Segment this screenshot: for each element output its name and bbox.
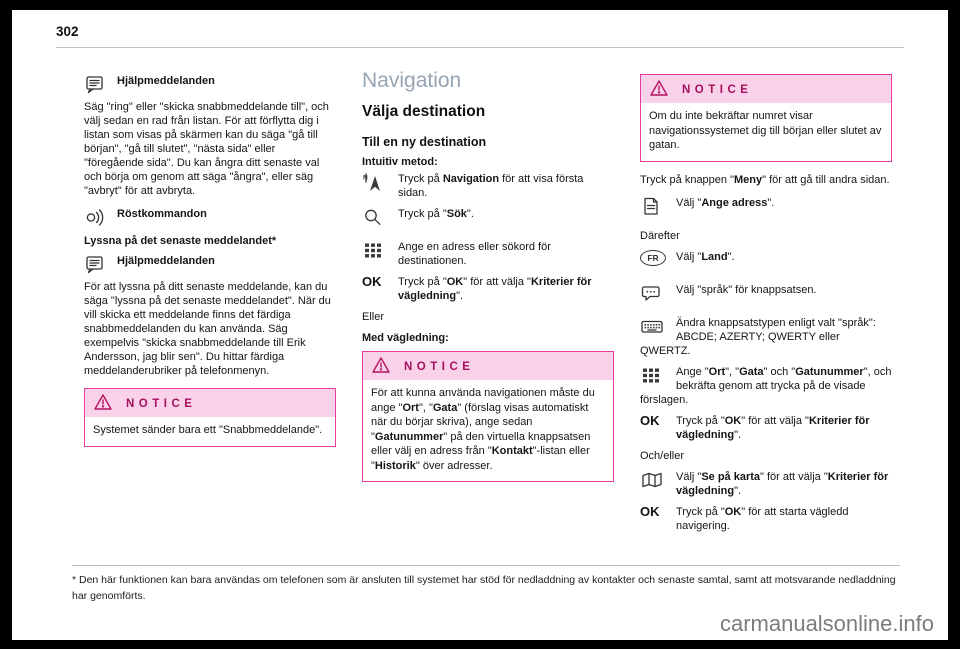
- keypad-icon: [362, 240, 398, 266]
- page: [12, 10, 948, 640]
- step-text: Välj "Land".: [676, 250, 735, 263]
- keypad-icon: [640, 365, 676, 391]
- notice-box-quick-message: [84, 388, 336, 447]
- listen-last-message-heading: Lyssna på det senaste meddelandet*: [84, 235, 277, 247]
- notice-header: [363, 352, 613, 380]
- ok-label: OK: [640, 504, 660, 519]
- notice-box-navigation-entry: [362, 351, 614, 482]
- help-messages-icon: [84, 254, 117, 277]
- chapter-title: Navigation: [362, 69, 462, 92]
- navigation-arrow-icon: [362, 172, 398, 198]
- notice-title: NOTICE: [126, 397, 197, 410]
- help-messages-heading-row-2: [84, 254, 336, 277]
- section-title: Välja destination: [362, 103, 486, 120]
- footnote-divider: [72, 565, 900, 566]
- instruction-step: [640, 283, 892, 309]
- footnote-text: * Den här funktionen kan bara användas om telefonen som är ansluten till systemet har stöd för nedladdning av kontakter och senaste samtal, samt att motsvarande nedladdning har genomförts.: [72, 574, 896, 602]
- notice-text: För att kunna använda navigationen måste du ange "Ort", "Gata" (förslag visas automatiskt när du börjar skriva), ange sedan "Gatunummer" på den virtuella knappsatsen eller välj en adress från "Kontakt"-listan eller "Historik" över adresser.: [371, 387, 595, 472]
- header-divider: [56, 47, 904, 48]
- search-icon: [362, 207, 398, 233]
- ok-label: OK: [362, 275, 382, 289]
- darefter-connector: Därefter: [640, 229, 680, 242]
- help-messages-heading-row: [84, 74, 336, 97]
- voice-commands-heading: Röstkommandon: [117, 208, 207, 220]
- instruction-step: [640, 505, 892, 533]
- eller-connector: Eller: [362, 311, 385, 323]
- step-text: Välj "språk" för knappsatsen.: [676, 283, 817, 296]
- content-columns: [84, 69, 892, 540]
- country-fr-icon: [640, 250, 676, 276]
- step-text: Välj "Ange adress".: [676, 196, 775, 209]
- speech-bubble-icon: [640, 283, 676, 309]
- instruction-step: [362, 275, 614, 303]
- watermark: carmanualsonline.info: [719, 611, 934, 636]
- step-text: Ange en adress eller sökord för destinationen.: [398, 241, 551, 267]
- column-1: [84, 74, 336, 540]
- help-messages-heading: Hjälpmeddelanden: [117, 255, 215, 267]
- voice-dial-paragraph: Säg "ring" eller "skicka snabbmeddelande till", och välj sedan en rad från listan. För att förflytta dig i listan som visas på skärmen kan du säga "gå till början", "gå till slutet", "nästa sida" eller "föregående sida". Du kan ångra ditt senaste val och börja om genom att säga "ångra", eller säg "avbryt" för att avbryta.: [84, 101, 329, 197]
- map-icon: [640, 470, 676, 496]
- help-messages-icon: [84, 74, 117, 97]
- instruction-step: [640, 470, 892, 498]
- instruction-step: [362, 172, 614, 200]
- notice-text: Systemet sänder bara ett "Snabbmeddelande".: [93, 424, 323, 436]
- warning-icon: [93, 392, 113, 415]
- guided-method-label: Med vägledning:: [362, 332, 449, 344]
- step-text: Tryck på "OK" för att välja "Kriterier för vägledning".: [398, 276, 592, 302]
- keyboard-icon: [640, 316, 676, 342]
- page-number: 302: [56, 24, 79, 39]
- step-text: Tryck på "Sök".: [398, 208, 474, 220]
- ok-label: OK: [640, 413, 660, 428]
- notice-header: [641, 75, 891, 103]
- instruction-step: [640, 414, 892, 442]
- warning-icon: [371, 355, 391, 378]
- step-text: Tryck på Navigation för att visa första sidan.: [398, 173, 584, 199]
- instruction-step: [640, 196, 892, 222]
- step-text: Ändra knappsatstypen enligt valt "språk": ABCDE; AZERTY; QWERTY eller QWERTZ.: [640, 316, 876, 357]
- menu-page-icon: [640, 196, 676, 222]
- step-text: Tryck på "OK" för att starta vägledd navigering.: [676, 505, 849, 532]
- help-messages-heading: Hjälpmeddelanden: [117, 75, 215, 87]
- instruction-step: [362, 207, 614, 233]
- column-2: [362, 69, 614, 540]
- notice-box-street-number: [640, 74, 892, 162]
- step-text: Välj "Se på karta" för att välja "Kriterier för vägledning".: [676, 470, 889, 497]
- subsection-title: Till en ny destination: [362, 135, 487, 149]
- step-text: Ange "Ort", "Gata" och "Gatunummer", och bekräfta genom att trycka på de visade förslagen.: [640, 365, 892, 406]
- svg-text:N: N: [363, 174, 368, 182]
- ocheller-connector: Och/eller: [640, 449, 685, 462]
- ok-button-label: [640, 414, 676, 440]
- column-3: [640, 74, 892, 540]
- notice-text: Om du inte bekräftar numret visar navigationssystemet dig till början eller slutet av gatan.: [649, 110, 882, 151]
- fr-label: FR: [640, 250, 666, 266]
- menu-button-paragraph: Tryck på knappen "Meny" för att gå till andra sidan.: [640, 173, 890, 186]
- instruction-step: [640, 365, 892, 407]
- step-text: Tryck på "OK" för att välja "Kriterier för vägledning".: [676, 414, 870, 441]
- ok-button-label: [640, 505, 676, 531]
- voice-commands-icon: [84, 207, 117, 230]
- intuitive-method-label: Intuitiv metod:: [362, 156, 438, 168]
- voice-commands-heading-row: [84, 207, 336, 230]
- instruction-step: [640, 316, 892, 358]
- listen-last-message-paragraph: För att lyssna på ditt senaste meddelande, kan du säga "lyssna på det senaste meddelandet". När du vill skicka ett meddelande finns det färdiga snabbmeddelanden du kan använda. Säg exempelvis "skicka snabbmeddelande till Erik Andersson, jag blir sen". Du hittar färdiga meddelanderubriker på telefonmenyn.: [84, 281, 331, 377]
- ok-button-label: [362, 275, 398, 301]
- notice-header: [85, 389, 335, 417]
- instruction-step: [640, 250, 892, 276]
- warning-icon: [649, 78, 669, 101]
- notice-title: NOTICE: [404, 360, 475, 373]
- notice-title: NOTICE: [682, 83, 753, 96]
- instruction-step: [362, 240, 614, 268]
